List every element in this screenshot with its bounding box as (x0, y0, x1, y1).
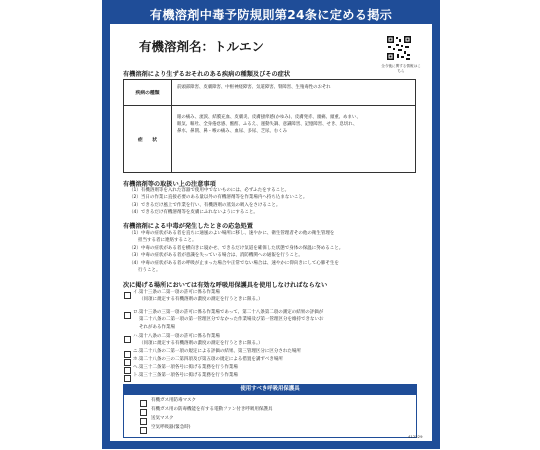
symptom-value: 眼の痛み、流涙、結膜充血、皮膚炎、皮膚掻痒感(かゆみ)、皮膚発赤、頭痛、頭重、めまい、 眠気、嘔吐、全身倦怠感、酩酊、ふるえ、運動失調、意識障害、記憶障害、せき、息切れ、 鼻水、鼻閉、鼻・喉の痛み、血尿、多尿、乏尿、むくみ (177, 115, 361, 135)
sign-panel (110, 24, 432, 441)
disease-heading: 有機溶剤により生ずるおそれのある疾病の種類及びその症状 (123, 71, 291, 78)
disease-table (123, 79, 416, 173)
respirator-item-ho: ホ.第二十八条の三の二第四項及び第五項の規定による措置を講ずべき場所 (133, 357, 283, 362)
ppe-item-scba: 空気呼吸器(緊急時) (151, 425, 191, 430)
checkbox-he[interactable] (124, 367, 131, 374)
ppe-checkbox-scba[interactable] (140, 427, 147, 434)
checkbox-ro[interactable] (124, 312, 131, 319)
product-code: 412529 (408, 434, 423, 439)
checkbox-to[interactable] (124, 375, 131, 382)
symptom-label: 症 状 (124, 106, 172, 172)
ppe-checkbox-airline[interactable] (140, 418, 147, 425)
checkbox-i[interactable] (124, 292, 131, 299)
qr-caption: 全今後に関する情報はこちら (381, 64, 421, 73)
handling-heading: 有機溶剤等の取扱い上の注意事項 (123, 181, 216, 188)
ppe-checkbox-gas-mask[interactable] (140, 400, 147, 407)
disease-type-label: 疾病の種類 (124, 80, 172, 105)
solvent-name: 有機溶剤名：トルエン (139, 39, 265, 54)
respirator-item-ro: ロ.第十三条の三第一項の許可に係る作業場であって、第二十八条第二項の測定の結果の評価が 第二十八条の二第一項の第一管理区分でなかった作業場及び第一管理区分を維持できないお それがある作業場 (133, 310, 324, 330)
emergency-list: （1）中毒の症状がある者を直ちに通風のよい場所に移し、速やかに、衛生管理者その他の衛生管理を 担当する者に連絡すること。 （2）中毒の症状がある者を横向きに寝かせ、できるだけ気道を確保した状態で身体の保温に努めること。 （3）中毒の症状がある者が意識を失っている場合は、消防機関への通報を行うこと。 （4）中毒の症状がある者の呼吸が止まった場合や正常でない場合は、速やかに仰向きにして心肺そ生を 行うこと。 (129, 231, 344, 274)
ppe-item-gas-mask: 有機ガス用防毒マスク (151, 398, 196, 403)
disease-type-value: 前頭部障害、皮膚障害、中枢神経障害、気道障害、腎障害、生殖毒性のおそれ (177, 85, 331, 90)
sign-title: 有機溶剤中毒予防規則第24条に定める掲示 (149, 8, 393, 22)
ppe-list (123, 395, 417, 438)
handling-list: （1）有機溶剤等を入れた容器で使用中でないものには、必ずふたをすること。 （2）当日の作業に直接必要のある量以外の有機溶剤等を作業場内へ持ち込まないこと。 （3）できるだけ風上で作業を行い、有機溶剤の蒸気の吸入をさけること。 （4）できるだけ有機溶剤等を皮膚にふれないようにすること。 (129, 188, 308, 216)
ppe-checkbox-papr[interactable] (140, 409, 147, 416)
safety-sign (102, 0, 440, 449)
ppe-heading: 使用すべき呼吸用保護具 (123, 384, 417, 395)
checkbox-ho[interactable] (124, 359, 131, 366)
ppe-item-papr: 有機ガス用の防毒機能を有する電動ファン付き呼吸用保護具 (151, 407, 273, 412)
respirator-item-ni: ニ.第二十八条の二第一項の規定による評価の結果、第三管理区分に区分された場所 (133, 349, 301, 354)
respirator-item-to: ト.第三十三条第一項各号に掲げる業務を行う作業場 (133, 373, 238, 378)
checkbox-ha[interactable] (124, 336, 131, 343)
ppe-item-airline: 送気マスク (151, 416, 174, 421)
checkbox-ni[interactable] (124, 351, 131, 358)
respirator-heading: 次に掲げる場所においては有効な呼吸用保護具を使用しなければならない (123, 282, 328, 289)
symptom-row (124, 106, 415, 172)
respirator-item-i: イ.第十三条の二第一項の許可に係る作業場 （同項に規定する有機溶剤の濃度の測定を行うときに限る。） (133, 290, 263, 303)
emergency-heading: 有機溶剤による中毒が発生したときの応急処置 (123, 223, 253, 230)
disease-type-row (124, 80, 415, 106)
respirator-item-he: ヘ.第三十二条第一項各号に掲げる業務を行う作業場 (133, 365, 238, 370)
respirator-item-ha: ハ.第十八条の二第一項の許可に係る作業場 （同項に規定する有機溶剤の濃度の測定を行うときに限る。） (133, 334, 263, 347)
qr-code-icon (386, 35, 412, 61)
